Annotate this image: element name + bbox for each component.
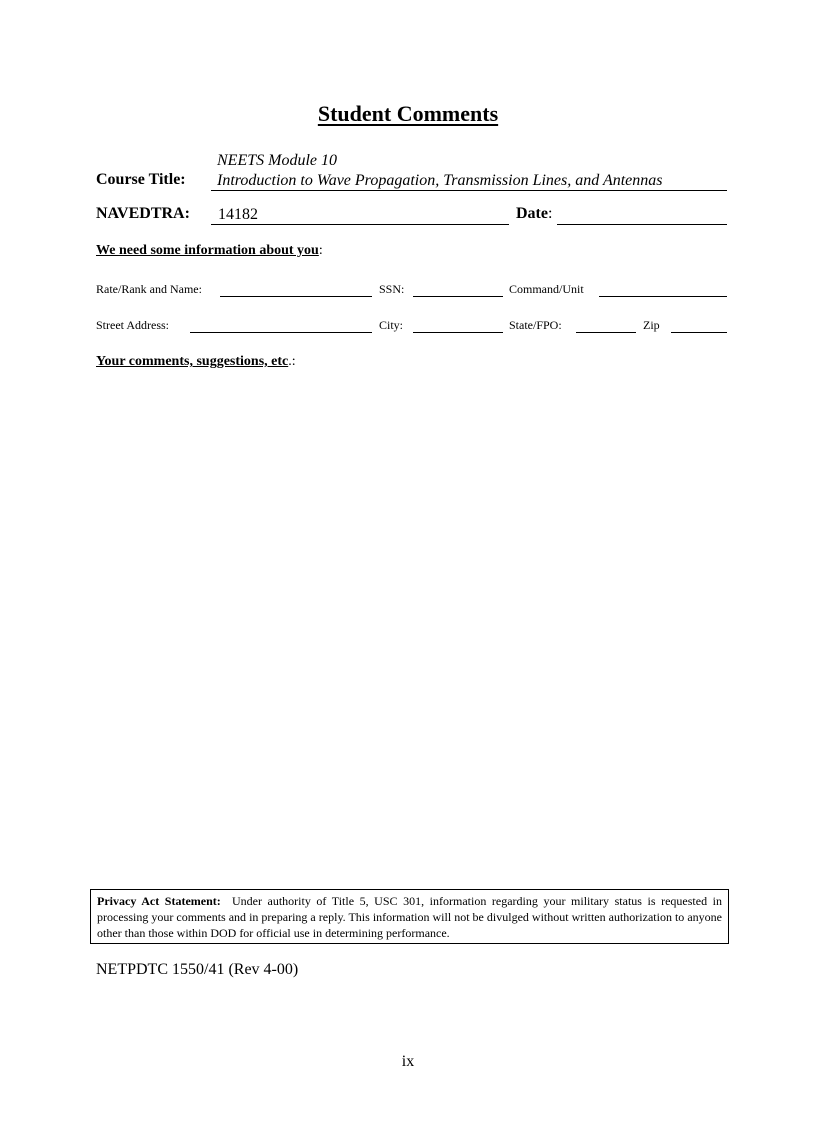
info-heading-colon: : <box>318 243 323 258</box>
command-unit-label: Command/Unit <box>509 282 584 296</box>
city-field[interactable] <box>413 320 503 333</box>
state-fpo-label: State/FPO: <box>509 318 562 332</box>
module-name: NEETS Module 10 <box>217 152 337 169</box>
info-heading <box>96 243 323 259</box>
comments-area[interactable] <box>96 380 727 870</box>
ssn-label: SSN: <box>379 282 405 296</box>
date-label <box>516 205 552 223</box>
info-heading-text: We need some information about you <box>96 243 319 258</box>
date-field[interactable] <box>557 206 727 225</box>
street-address-label: Street Address: <box>96 318 169 332</box>
ssn-field[interactable] <box>413 284 503 297</box>
comments-heading-suffix: .: <box>288 354 296 369</box>
privacy-act-label: Privacy Act Statement: <box>97 894 221 908</box>
rate-rank-label: Rate/Rank and Name: <box>96 282 202 296</box>
page-title: Student Comments <box>317 101 499 126</box>
command-unit-field[interactable] <box>599 284 727 297</box>
form-number: NETPDTC 1550/41 (Rev 4-00) <box>96 961 299 978</box>
state-fpo-field[interactable] <box>576 320 636 333</box>
comments-heading <box>96 354 296 370</box>
date-label-text: Date <box>516 205 548 222</box>
zip-field[interactable] <box>671 320 727 333</box>
date-label-colon: : <box>547 205 553 222</box>
city-label: City: <box>379 318 404 332</box>
page-number: ix <box>401 1053 415 1070</box>
zip-label: Zip <box>643 318 660 332</box>
rate-rank-name-field[interactable] <box>220 284 372 297</box>
course-title-field[interactable] <box>211 172 727 191</box>
privacy-act-text: Under authority of Title 5, USC 301, information regarding your military status is requested in processing your comments and in preparing a reply. This information will not be divulged without written authorization to anyone other than those within DOD for official use in determining performance. <box>97 894 723 940</box>
privacy-act-statement <box>90 889 729 944</box>
comments-heading-text: Your comments, suggestions, etc <box>96 354 289 369</box>
navedtra-value: 14182 <box>218 206 258 223</box>
navedtra-field[interactable] <box>211 206 509 225</box>
course-title-value: Introduction to Wave Propagation, Transmission Lines, and Antennas <box>217 172 663 189</box>
course-title-label: Course Title: <box>96 171 186 188</box>
street-address-field[interactable] <box>190 320 372 333</box>
navedtra-label: NAVEDTRA: <box>96 205 190 222</box>
